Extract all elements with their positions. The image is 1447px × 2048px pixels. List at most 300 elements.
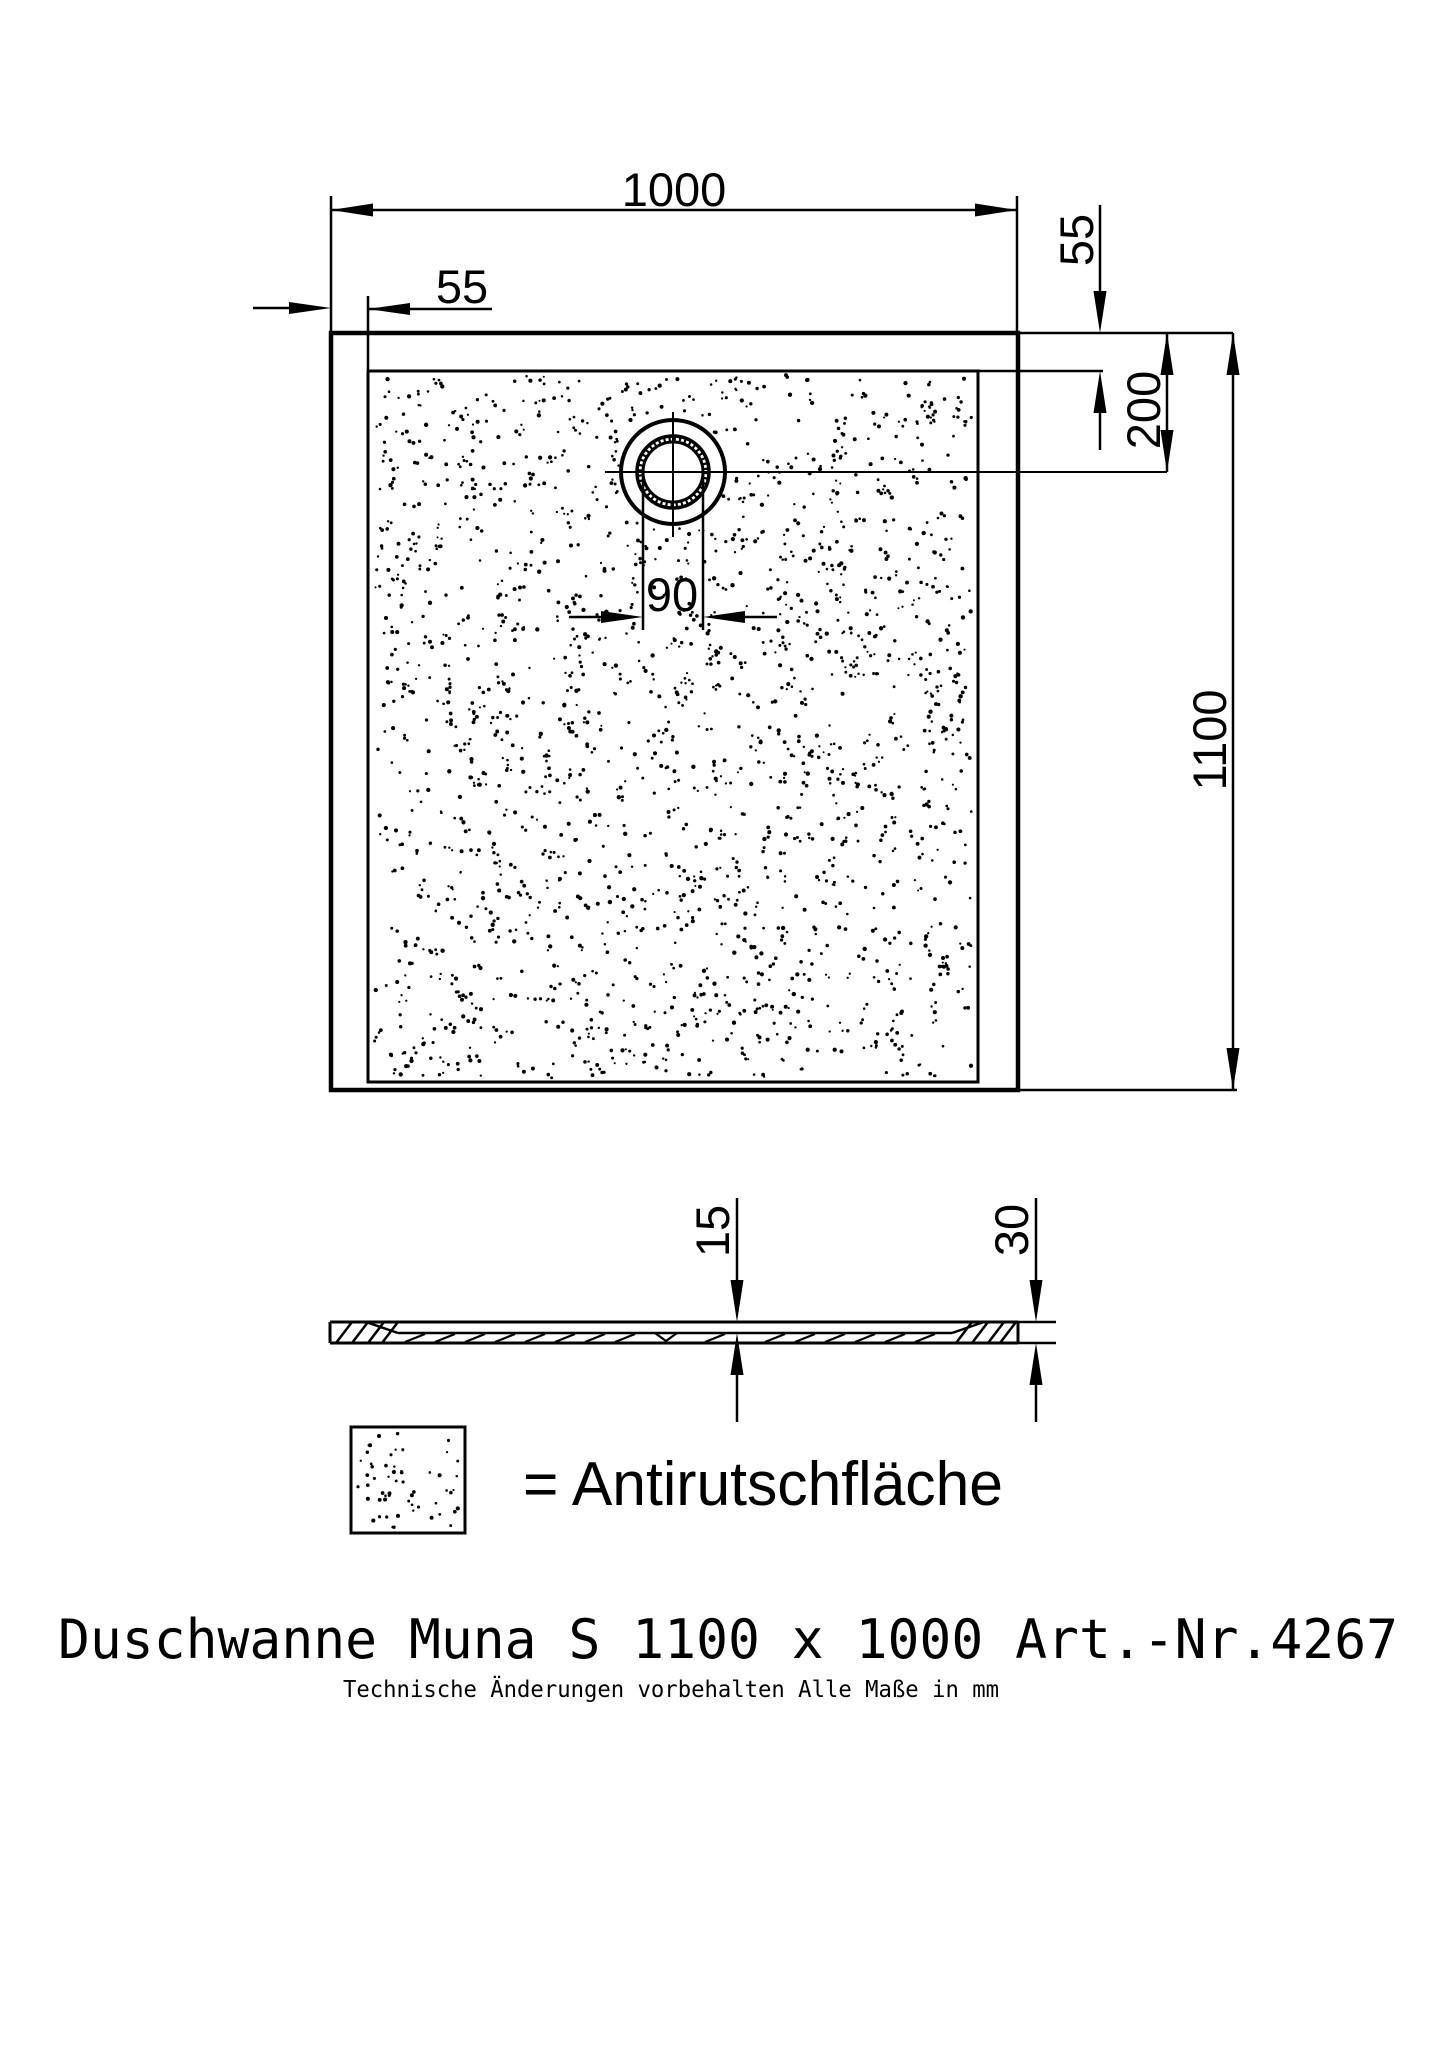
stipple-dot xyxy=(844,671,847,674)
stipple-dot xyxy=(726,976,729,979)
stipple-dot xyxy=(544,1020,548,1024)
stipple-dot xyxy=(473,782,475,784)
stipple-dot xyxy=(433,1027,437,1031)
stipple-dot xyxy=(931,741,935,745)
stipple-dot xyxy=(910,1034,913,1037)
stipple-dot xyxy=(793,503,795,505)
stipple-dot xyxy=(905,581,909,585)
stipple-dot xyxy=(869,462,873,466)
stipple-dot xyxy=(796,619,800,623)
stipple-dot xyxy=(714,993,718,997)
stipple-dot xyxy=(809,657,813,661)
stipple-dot xyxy=(774,956,778,960)
hatch-stroke xyxy=(435,1334,455,1342)
dim-basin-depth xyxy=(686,1198,744,1422)
stipple-dot xyxy=(966,1006,970,1010)
stipple-dot xyxy=(723,833,726,836)
stipple-dot xyxy=(712,982,716,986)
stipple-dot xyxy=(690,690,693,693)
stipple-dot xyxy=(777,728,781,732)
stipple-dot xyxy=(797,735,801,739)
stipple-dot xyxy=(434,948,437,951)
stipple-dot xyxy=(945,805,948,808)
stipple-dot xyxy=(920,887,923,890)
stipple-dot xyxy=(568,730,572,734)
stipple-dot xyxy=(647,739,650,742)
stipple-dot xyxy=(664,706,667,709)
stipple-dot xyxy=(916,842,920,846)
stipple-dot xyxy=(590,1026,593,1029)
stipple-dot xyxy=(471,1002,473,1004)
stipple-dot xyxy=(790,607,793,610)
stipple-dot xyxy=(743,927,746,930)
stipple-dot xyxy=(548,755,551,758)
stipple-dot xyxy=(412,505,416,509)
stipple-dot xyxy=(522,585,526,589)
stipple-dot xyxy=(607,825,609,827)
stipple-dot xyxy=(402,412,405,415)
stipple-dot xyxy=(935,685,938,688)
stipple-dot xyxy=(403,737,406,740)
stipple-dot xyxy=(457,463,460,466)
stipple-dot xyxy=(520,970,524,974)
stipple-dot xyxy=(725,396,728,399)
stipple-dot xyxy=(675,750,679,754)
stipple-dot xyxy=(742,545,745,548)
stipple-dot xyxy=(606,397,609,400)
stipple-dot xyxy=(823,751,825,753)
stipple-dot xyxy=(686,877,690,881)
stipple-dot xyxy=(917,566,920,569)
stipple-dot xyxy=(893,685,896,688)
stipple-dot xyxy=(785,604,787,606)
stipple-dot xyxy=(501,620,505,624)
stipple-dot xyxy=(468,1058,472,1062)
arrowhead-up-icon xyxy=(1161,333,1174,375)
stipple-dot xyxy=(402,1052,404,1054)
stipple-dot xyxy=(425,718,428,721)
stipple-dot xyxy=(417,1506,420,1509)
stipple-dot xyxy=(880,577,882,579)
stipple-dot xyxy=(836,619,839,622)
stipple-dot xyxy=(778,780,782,784)
stipple-dot xyxy=(783,740,787,744)
stipple-dot xyxy=(853,437,857,441)
stipple-dot xyxy=(835,905,838,908)
stipple-dot xyxy=(654,1010,656,1012)
stipple-dot xyxy=(383,450,387,454)
stipple-dot xyxy=(898,658,901,661)
stipple-dot xyxy=(577,982,581,986)
dim-inset-left-label: 55 xyxy=(435,260,489,313)
stipple-dot xyxy=(698,983,702,987)
stipple-dot xyxy=(412,441,416,445)
stipple-dot xyxy=(842,583,845,586)
stipple-dot xyxy=(861,396,864,399)
stipple-dot xyxy=(424,423,428,427)
stipple-dot xyxy=(872,672,875,675)
stipple-dot xyxy=(690,1008,694,1012)
stipple-dot xyxy=(911,653,914,656)
stipple-dot xyxy=(506,1030,508,1032)
dim-total-height-label: 30 xyxy=(985,1203,1038,1257)
stipple-dot xyxy=(608,900,612,904)
stipple-dot xyxy=(684,682,686,684)
stipple-dot xyxy=(818,628,821,631)
stipple-dot xyxy=(670,963,673,966)
stipple-dot xyxy=(438,1513,441,1516)
stipple-dot xyxy=(938,973,942,977)
stipple-dot xyxy=(522,884,526,888)
stipple-dot xyxy=(675,377,679,381)
stipple-dot xyxy=(389,1453,392,1456)
stipple-dot xyxy=(738,571,742,575)
stipple-dot xyxy=(718,1010,721,1013)
stipple-dot xyxy=(556,559,560,563)
stipple-dot xyxy=(816,632,820,636)
stipple-dot xyxy=(719,905,723,909)
stipple-dot xyxy=(802,781,806,785)
stipple-dot xyxy=(928,406,931,409)
stipple-dot xyxy=(480,1026,483,1029)
stipple-dot xyxy=(603,874,607,878)
stipple-dot xyxy=(458,994,462,998)
stipple-dot xyxy=(370,1465,373,1468)
stipple-dot xyxy=(586,789,590,793)
stipple-dot xyxy=(803,622,806,625)
stipple-dot xyxy=(808,556,812,560)
stipple-dot xyxy=(446,1451,448,1453)
stipple-dot xyxy=(838,746,842,750)
stipple-dot xyxy=(387,593,391,597)
stipple-dot xyxy=(632,622,636,626)
stipple-dot xyxy=(677,559,680,562)
stipple-dot xyxy=(539,997,542,1000)
stipple-dot xyxy=(691,889,695,893)
stipple-dot xyxy=(457,921,461,925)
stipple-dot xyxy=(723,760,725,762)
stipple-dot xyxy=(542,481,546,485)
stipple-dot xyxy=(719,646,723,650)
stipple-dot xyxy=(581,949,583,951)
stipple-dot xyxy=(835,597,839,601)
stipple-dot xyxy=(754,1010,758,1014)
stipple-dot xyxy=(918,856,922,860)
stipple-dot xyxy=(839,773,842,776)
hatch-stroke xyxy=(795,1334,815,1342)
stipple-dot xyxy=(721,391,723,393)
stipple-dot xyxy=(707,623,710,626)
stipple-dot xyxy=(569,526,572,529)
stipple-dot xyxy=(563,513,565,515)
stipple-dot xyxy=(383,441,386,444)
stipple-dot xyxy=(961,988,963,990)
stipple-dot xyxy=(931,859,934,862)
stipple-dot xyxy=(694,885,696,887)
stipple-dot xyxy=(571,978,575,982)
stipple-dot xyxy=(790,668,794,672)
stipple-dot xyxy=(665,538,669,542)
stipple-dot xyxy=(664,728,668,732)
stipple-dot xyxy=(762,641,765,644)
stipple-dot xyxy=(385,666,389,670)
stipple-dot xyxy=(449,722,453,726)
hatch-stroke xyxy=(525,1334,545,1342)
stipple-dot xyxy=(443,439,446,442)
stipple-dot xyxy=(953,674,957,678)
stipple-dot xyxy=(658,383,662,387)
stipple-dot xyxy=(730,806,732,808)
stipple-dot xyxy=(481,896,485,900)
stipple-dot xyxy=(546,887,549,890)
stipple-dot xyxy=(882,488,884,490)
stipple-dot xyxy=(940,512,944,516)
stipple-dot xyxy=(799,690,802,693)
stipple-dot xyxy=(498,593,502,597)
stipple-dot xyxy=(805,378,809,382)
stipple-dot xyxy=(551,998,555,1002)
stipple-dot xyxy=(933,897,937,901)
stipple-dot xyxy=(625,521,629,525)
stipple-dot xyxy=(725,1038,729,1042)
stipple-dot xyxy=(620,1048,624,1052)
stipple-dot xyxy=(446,898,450,902)
stipple-dot xyxy=(890,1039,894,1043)
stipple-dot xyxy=(499,1035,503,1039)
stipple-dot xyxy=(796,836,799,839)
stipple-dot xyxy=(651,1043,655,1047)
stipple-dot xyxy=(442,1072,444,1074)
stipple-dot xyxy=(497,936,500,939)
stipple-dot xyxy=(443,664,446,667)
stipple-dot xyxy=(964,686,966,688)
stipple-dot xyxy=(604,637,606,639)
top-view xyxy=(253,163,1240,1090)
stipple-dot xyxy=(402,580,406,584)
stipple-dot xyxy=(403,734,406,737)
stipple-dot xyxy=(875,959,879,963)
stipple-dot xyxy=(681,1053,684,1056)
stipple-dot xyxy=(892,906,896,910)
stipple-dot xyxy=(540,538,544,542)
stipple-dot xyxy=(447,1439,450,1442)
stipple-dot xyxy=(558,381,561,384)
stipple-dot xyxy=(859,379,862,382)
stipple-dot xyxy=(789,1022,792,1025)
stipple-dot xyxy=(741,548,743,550)
stipple-dot xyxy=(735,866,738,869)
stipple-dot xyxy=(833,1048,837,1052)
stipple-dot xyxy=(570,998,572,1000)
stipple-dot xyxy=(769,776,772,779)
stipple-dot xyxy=(698,725,700,727)
stipple-dot xyxy=(453,817,456,820)
stipple-dot xyxy=(563,782,566,785)
stipple-dot xyxy=(818,571,820,573)
stipple-dot xyxy=(428,1471,431,1474)
stipple-dot xyxy=(587,1036,590,1039)
stipple-dot xyxy=(373,1040,376,1043)
stipple-dot xyxy=(869,654,872,657)
stipple-dot xyxy=(891,796,894,799)
stipple-dot xyxy=(571,1054,574,1057)
stipple-dot xyxy=(803,505,806,508)
stipple-dot xyxy=(515,929,518,932)
stipple-dot xyxy=(481,891,485,895)
stipple-dot xyxy=(687,910,689,912)
stipple-dot xyxy=(395,555,399,559)
stipple-dot xyxy=(586,1028,589,1031)
stipple-dot xyxy=(475,715,479,719)
stipple-dot xyxy=(591,491,594,494)
stipple-dot xyxy=(479,1007,483,1011)
stipple-dot xyxy=(931,585,935,589)
stipple-dot xyxy=(382,703,386,707)
stipple-dot xyxy=(836,450,839,453)
stipple-dot xyxy=(407,642,410,645)
stipple-dot xyxy=(763,652,767,656)
stipple-dot xyxy=(396,577,399,580)
stipple-dot xyxy=(783,591,787,595)
stipple-dot xyxy=(970,810,973,813)
stipple-dot xyxy=(786,815,789,818)
stipple-dot xyxy=(570,1028,574,1032)
stipple-dot xyxy=(428,457,430,459)
stipple-dot xyxy=(495,549,498,552)
stipple-dot xyxy=(779,556,782,559)
stipple-dot xyxy=(395,1479,398,1482)
legend-swatch xyxy=(351,1427,465,1533)
stipple-dot xyxy=(699,876,703,880)
stipple-dot xyxy=(583,974,586,977)
stipple-dot xyxy=(446,478,449,481)
stipple-dot xyxy=(686,559,689,562)
stipple-dot xyxy=(928,672,931,675)
stipple-dot xyxy=(634,563,638,567)
stipple-dot xyxy=(825,944,829,948)
stipple-dot xyxy=(927,932,929,934)
stipple-dot xyxy=(928,953,932,957)
stipple-dot xyxy=(549,985,552,988)
stipple-dot xyxy=(933,1010,937,1014)
stipple-dot xyxy=(818,879,820,881)
stipple-dot xyxy=(930,694,934,698)
stipple-dot xyxy=(550,460,553,463)
stipple-dot xyxy=(711,655,713,657)
stipple-dot xyxy=(535,790,538,793)
stipple-dot xyxy=(846,1029,850,1033)
stipple-dot xyxy=(715,867,718,870)
stipple-dot xyxy=(422,878,426,882)
stipple-dot xyxy=(614,1062,616,1064)
stipple-dot xyxy=(471,435,475,439)
stipple-dot xyxy=(884,825,888,829)
stipple-dot xyxy=(500,977,503,980)
stipple-dot xyxy=(513,994,517,998)
stipple-dot xyxy=(591,970,594,973)
stipple-dot xyxy=(538,378,542,382)
stipple-dot xyxy=(857,840,860,843)
stipple-dot xyxy=(576,992,579,995)
stipple-dot xyxy=(667,815,670,818)
stipple-dot xyxy=(513,587,517,591)
stipple-dot xyxy=(543,755,546,758)
stipple-dot xyxy=(959,741,961,743)
stipple-dot xyxy=(710,383,713,386)
stipple-dot xyxy=(757,537,760,540)
stipple-dot xyxy=(489,910,493,914)
stipple-dot xyxy=(832,794,835,797)
stipple-dot xyxy=(452,1489,454,1491)
stipple-dot xyxy=(795,457,798,460)
stipple-dot xyxy=(736,934,740,938)
stipple-dot xyxy=(417,502,421,506)
stipple-dot xyxy=(385,377,389,381)
stipple-dot xyxy=(941,821,945,825)
stipple-dot xyxy=(777,732,780,735)
stipple-dot xyxy=(469,757,473,761)
stipple-dot xyxy=(384,416,388,420)
stipple-dot xyxy=(553,987,557,991)
stipple-dot xyxy=(567,521,570,524)
side-view xyxy=(330,1198,1056,1422)
stipple-dot xyxy=(471,478,475,482)
stipple-dot xyxy=(684,677,687,680)
stipple-dot xyxy=(459,817,463,821)
stipple-dot xyxy=(794,714,798,718)
stipple-dot xyxy=(941,731,943,733)
stipple-dot xyxy=(558,801,561,804)
stipple-dot xyxy=(414,943,418,947)
stipple-dot xyxy=(463,742,466,745)
stipple-dot xyxy=(935,591,938,594)
stipple-dot xyxy=(506,767,509,770)
stipple-dot xyxy=(470,430,474,434)
stipple-dot xyxy=(739,767,742,770)
stipple-dot xyxy=(942,962,944,964)
stipple-dot xyxy=(469,848,473,852)
stipple-dot xyxy=(963,1006,966,1009)
stipple-dot xyxy=(428,949,431,952)
stipple-dot xyxy=(832,454,836,458)
stipple-dot xyxy=(627,545,629,547)
stipple-dot xyxy=(630,904,634,908)
stipple-dot xyxy=(400,594,403,597)
stipple-dot xyxy=(386,568,390,572)
stipple-dot xyxy=(477,964,480,967)
stipple-dot xyxy=(596,902,600,906)
stipple-dot xyxy=(623,999,625,1001)
stipple-dot xyxy=(497,888,501,892)
stipple-dot xyxy=(558,982,561,985)
stipple-dot xyxy=(827,753,830,756)
hatch-stroke xyxy=(352,1322,368,1343)
stipple-dot xyxy=(579,432,582,435)
stipple-dot xyxy=(779,869,782,872)
stipple-dot xyxy=(874,784,877,787)
arrowhead-left-icon xyxy=(331,204,373,217)
stipple-dot xyxy=(958,694,962,698)
stipple-dot xyxy=(937,703,940,706)
stipple-dot xyxy=(719,867,721,869)
stipple-dot xyxy=(438,1473,442,1477)
stipple-dot xyxy=(943,514,946,517)
stipple-dot xyxy=(653,528,655,530)
stipple-dot xyxy=(457,622,460,625)
stipple-dot xyxy=(636,767,639,770)
stipple-dot xyxy=(932,550,936,554)
stipple-dot xyxy=(381,547,384,550)
